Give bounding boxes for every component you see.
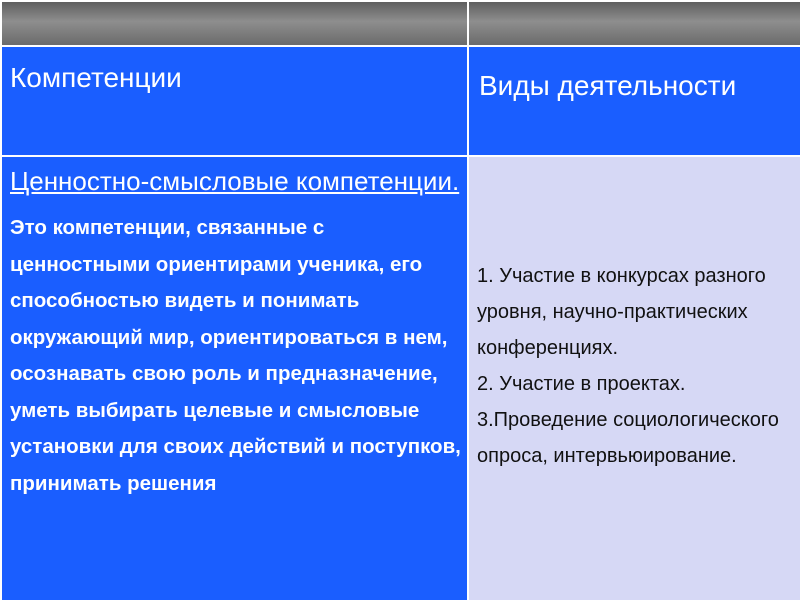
competency-cell — [1, 156, 468, 600]
top-empty-cell-right — [468, 1, 800, 46]
competency-title: Ценностно-смысловые компетенции. — [10, 166, 460, 196]
header-activities-label: Виды деятельности — [479, 70, 737, 101]
header-cell-activities — [468, 46, 800, 156]
activity-item: 3.Проведение социологического опроса, интервьюирование. — [477, 409, 779, 467]
header-cell-competencies — [1, 46, 468, 156]
header-row — [1, 46, 800, 156]
competency-description: Это компетенции, связанные с ценностными ориентирами ученика, его способностью видеть и понимать окружающий мир, ориентироваться в нем, осознавать свою роль и предназначение, уметь выбирать целевые и смысловые установки для своих действий и поступков, принимать решения — [10, 216, 461, 495]
header-competencies-label: Компетенции — [10, 62, 182, 93]
activity-item: 2. Участие в проектах. — [477, 373, 686, 395]
activity-item: 1. Участие в конкурсах разного уровня, научно-практических конференциях. — [477, 265, 766, 359]
top-empty-row — [1, 1, 800, 46]
competency-row — [1, 156, 800, 600]
top-empty-cell-left — [1, 1, 468, 46]
activities-cell — [468, 156, 800, 600]
